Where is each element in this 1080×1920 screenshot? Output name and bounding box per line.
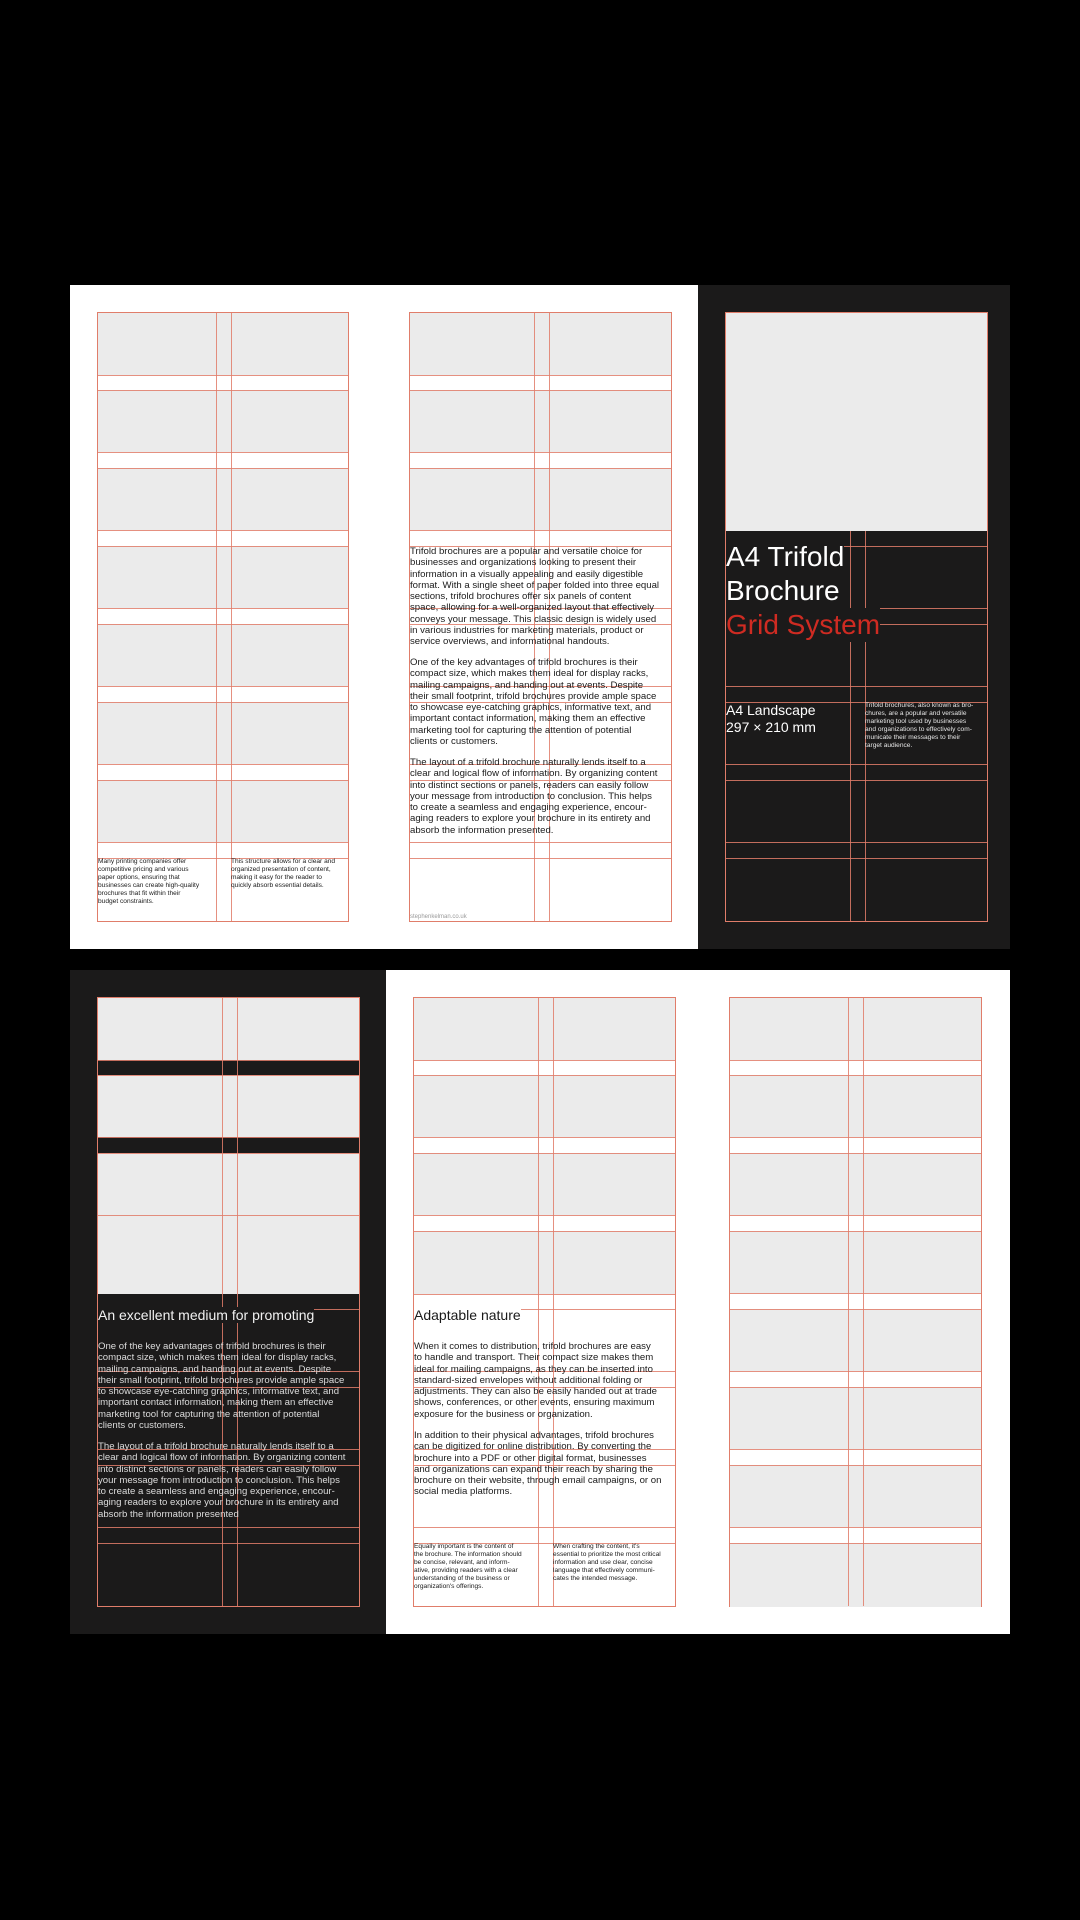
body-paragraph: One of the key advantages of trifold brochures is their compact size, which makes them ideal for display racks, mailing campaigns, and handing out at events. Despite their small footprint, trifold brochures provide ample space to showcase eye-catching graphics, informative text, and important contact information, making them an effective marketing tool for capturing the attention of potential clients or customers. (98, 1341, 345, 1432)
panel-grid (729, 997, 982, 1607)
caption-right: This structure allows for a clear and organized presentation of content, making it easy for the reader to quickly absorb essential details. (231, 858, 336, 890)
image-placeholder (730, 1075, 981, 1137)
image-placeholder (98, 390, 348, 452)
section-heading: Adaptable nature (414, 1307, 521, 1323)
panel-grid (97, 997, 360, 1607)
image-placeholder (410, 390, 671, 452)
caption-right: When crafting the content, it's essential to prioritize the most critical information and use clear, concise language that effectively communi- cates the intended message. (553, 1543, 661, 1583)
image-placeholder (730, 1387, 981, 1449)
panel-grid (97, 312, 349, 922)
cover-title-accent: Grid System (726, 609, 881, 640)
image-placeholder (98, 1075, 359, 1137)
image-placeholder (98, 546, 348, 608)
panel-cover (698, 285, 1010, 949)
panel-middle-bottom (386, 970, 702, 1634)
image-placeholder (98, 1153, 359, 1215)
image-placeholder (98, 998, 359, 1060)
cover-title-line1: A4 Trifold (726, 541, 845, 572)
caption-left: Equally important is the content of the brochure. The information should be concise, relevant, and inform- ative, providing readers with a clear understanding of the business or organization's offerings. (414, 1543, 522, 1591)
image-placeholder (98, 702, 348, 764)
dimensions-label: 297 × 210 mm (726, 719, 816, 735)
image-placeholder (410, 313, 671, 375)
image-placeholder (730, 1231, 981, 1293)
image-placeholder (98, 624, 348, 686)
image-placeholder (98, 780, 348, 842)
caption-left: Many printing companies offer competitive pricing and various paper options, ensuring that businesses can create high-quality brochures that fit within their budget constraints. (98, 858, 200, 906)
image-placeholder (730, 998, 981, 1060)
panel-grid (409, 312, 672, 922)
body-paragraph: Trifold brochures are a popular and versatile choice for businesses and organizations looking to present their information in a visually appealing and easily digestible format. With a single sheet of paper folded into three equal sections, trifold brochures offer six panels of content space, allowing for a well-organized layout that effectively conveys your message. This classic design is widely used in various industries for marketing materials, product or service overviews, and informational handouts. (410, 546, 660, 648)
image-placeholder (730, 1465, 981, 1527)
website-credit: stephenkelman.co.uk (410, 914, 467, 920)
image-placeholder (414, 998, 675, 1060)
image-placeholder (98, 1215, 359, 1294)
body-paragraph: The layout of a trifold brochure naturally lends itself to a clear and logical flow of information. By organizing content into distinct sections or panels, readers can easily follow your message from introduction to conclusion. This helps to create a seamless and engaging experience, encour- aging readers to explore your brochure in its entirety and absorb the information presented. (410, 757, 658, 836)
image-placeholder (414, 1153, 675, 1215)
panel-middle-top (382, 285, 698, 949)
image-placeholder (730, 1153, 981, 1215)
image-placeholder (98, 468, 348, 530)
image-placeholder (414, 1231, 675, 1294)
body-paragraph: In addition to their physical advantages, trifold brochures can be digitized for online distribution. By converting the brochure into a PDF or other digital format, businesses and organizations can expand their reach by sharing the brochure on their website, through email campaigns, or on social media platforms. (414, 1430, 662, 1498)
brochure-outside-sheet (70, 285, 1010, 949)
image-placeholder (730, 1543, 981, 1607)
image-placeholder (410, 468, 671, 530)
body-paragraph: One of the key advantages of trifold brochures is their compact size, which makes them ideal for display racks, mailing campaigns, and handing out at events. Despite their small footprint, trifold brochures provide ample space to showcase eye-catching graphics, informative text, and important contact information, making them an effective marketing tool for capturing the attention of potential clients or customers. (410, 657, 657, 748)
image-placeholder (730, 1309, 981, 1371)
cover-image-placeholder (726, 313, 987, 531)
panel-left-bottom (70, 970, 386, 1634)
panel-grid (725, 312, 988, 922)
image-placeholder (98, 313, 348, 375)
brochure-inside-sheet (70, 970, 1010, 1634)
body-paragraph: When it comes to distribution, trifold brochures are easy to handle and transport. Their compact size makes them ideal for mailing campaigns, as they can be inserted into standard-sized envelopes without additional folding or adjustments. They can also be easily handed out at trade shows, conferences, or other events, ensuring maximum exposure for the business or organization. (414, 1341, 658, 1420)
panel-grid (413, 997, 676, 1607)
cover-title-line2: Brochure (726, 575, 840, 606)
format-label: A4 Landscape (726, 702, 816, 718)
section-heading: An excellent medium for promoting (98, 1307, 315, 1323)
body-paragraph: The layout of a trifold brochure naturally lends itself to a clear and logical flow of information. By organizing content into distinct sections or panels, readers can easily follow your message from introduction to conclusion. This helps to create a seamless and engaging experience, encour- aging readers to explore your brochure in its entirety and absorb the information presented (98, 1441, 346, 1520)
panel-left-top (70, 285, 382, 949)
panel-right-bottom (702, 970, 1010, 1634)
cover-blurb: Trifold brochures, also known as bro- chures, are a popular and versatile marketing tool used by businesses and organizations to effectively com- municate their messages to their target audience. (865, 702, 974, 750)
image-placeholder (414, 1075, 675, 1137)
